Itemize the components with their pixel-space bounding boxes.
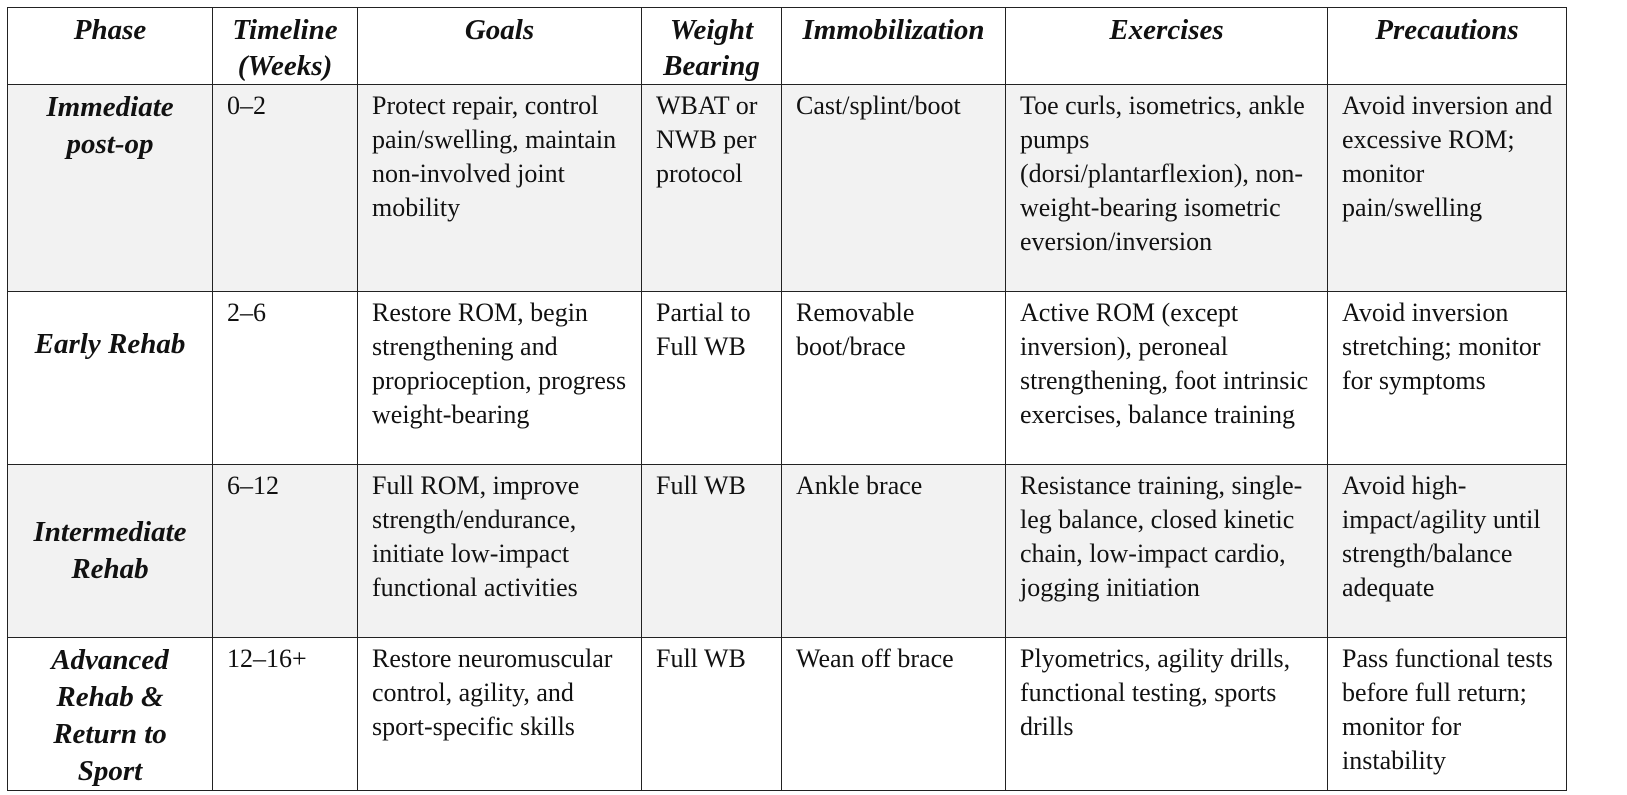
- weight-bearing-cell: Partial to Full WB: [642, 292, 782, 465]
- phase-line1: Early Rehab: [34, 328, 186, 360]
- header-phase: [8, 8, 213, 85]
- table-row-immediate-post-op: [8, 85, 1567, 292]
- phase-cell: [8, 638, 213, 791]
- header-exercises-label: Exercises: [1109, 14, 1224, 46]
- header-timeline-line1: Timeline: [232, 14, 338, 46]
- phase-cell: [8, 292, 213, 465]
- exercises-cell: Toe curls, isometrics, ankle pumps (dorsi/plantarflexion), non-weight-bearing isometric eversion/inversion: [1006, 85, 1328, 292]
- header-weight-bearing: [642, 8, 782, 85]
- table-row-advanced-rehab: [8, 638, 1567, 791]
- table-row-intermediate-rehab: [8, 465, 1567, 638]
- rehab-protocol-table: [7, 7, 1567, 791]
- header-immobilization-label: Immobilization: [802, 14, 985, 46]
- phase-line2: Rehab: [71, 553, 149, 585]
- header-immobilization: [782, 8, 1006, 85]
- timeline-cell: 2–6: [213, 292, 358, 465]
- header-goals-label: Goals: [464, 14, 535, 46]
- timeline-cell: 12–16+: [213, 638, 358, 791]
- timeline-cell: 0–2: [213, 85, 358, 292]
- weight-bearing-cell: Full WB: [642, 465, 782, 638]
- phase-line2: post-op: [66, 128, 154, 160]
- precautions-cell: Avoid high-impact/agility until strength/balance adequate: [1328, 465, 1567, 638]
- header-weight-line2: Bearing: [663, 50, 760, 82]
- phase-line1: Intermediate: [33, 516, 187, 548]
- phase-line1: Advanced: [51, 644, 169, 676]
- header-exercises: [1006, 8, 1328, 85]
- goals-cell: Protect repair, control pain/swelling, maintain non-involved joint mobility: [358, 85, 642, 292]
- immobilization-cell: Wean off brace: [782, 638, 1006, 791]
- goals-cell: Full ROM, improve strength/endurance, initiate low-impact functional activities: [358, 465, 642, 638]
- immobilization-cell: Removable boot/brace: [782, 292, 1006, 465]
- immobilization-cell: Cast/splint/boot: [782, 85, 1006, 292]
- goals-cell: Restore neuromuscular control, agility, and sport-specific skills: [358, 638, 642, 791]
- phase-cell: [8, 85, 213, 292]
- exercises-cell: Active ROM (except inversion), peroneal strengthening, foot intrinsic exercises, balance training: [1006, 292, 1328, 465]
- header-row: [8, 8, 1567, 85]
- header-timeline-line2: (Weeks): [237, 50, 333, 82]
- goals-cell: Restore ROM, begin strengthening and proprioception, progress weight-bearing: [358, 292, 642, 465]
- table-row-early-rehab: [8, 292, 1567, 465]
- timeline-cell: 6–12: [213, 465, 358, 638]
- exercises-cell: Resistance training, single-leg balance, closed kinetic chain, low-impact cardio, jogging initiation: [1006, 465, 1328, 638]
- precautions-cell: Avoid inversion and excessive ROM; monitor pain/swelling: [1328, 85, 1567, 292]
- header-weight-line1: Weight: [669, 14, 754, 46]
- precautions-cell: Pass functional tests before full return; monitor for instability: [1328, 638, 1567, 791]
- header-phase-label: Phase: [73, 14, 147, 46]
- exercises-cell: Plyometrics, agility drills, functional testing, sports drills: [1006, 638, 1328, 791]
- phase-line1: Immediate: [46, 91, 174, 123]
- weight-bearing-cell: WBAT or NWB per protocol: [642, 85, 782, 292]
- header-timeline: [213, 8, 358, 85]
- immobilization-cell: Ankle brace: [782, 465, 1006, 638]
- phase-line4: Sport: [77, 755, 143, 787]
- rehab-protocol-table-container: [7, 7, 1567, 791]
- phase-cell: [8, 465, 213, 638]
- header-precautions-label: Precautions: [1375, 14, 1519, 46]
- phase-line2: Rehab &: [56, 681, 164, 713]
- phase-line3: Return to: [53, 718, 167, 750]
- header-goals: [358, 8, 642, 85]
- precautions-cell: Avoid inversion stretching; monitor for symptoms: [1328, 292, 1567, 465]
- weight-bearing-cell: Full WB: [642, 638, 782, 791]
- header-precautions: [1328, 8, 1567, 85]
